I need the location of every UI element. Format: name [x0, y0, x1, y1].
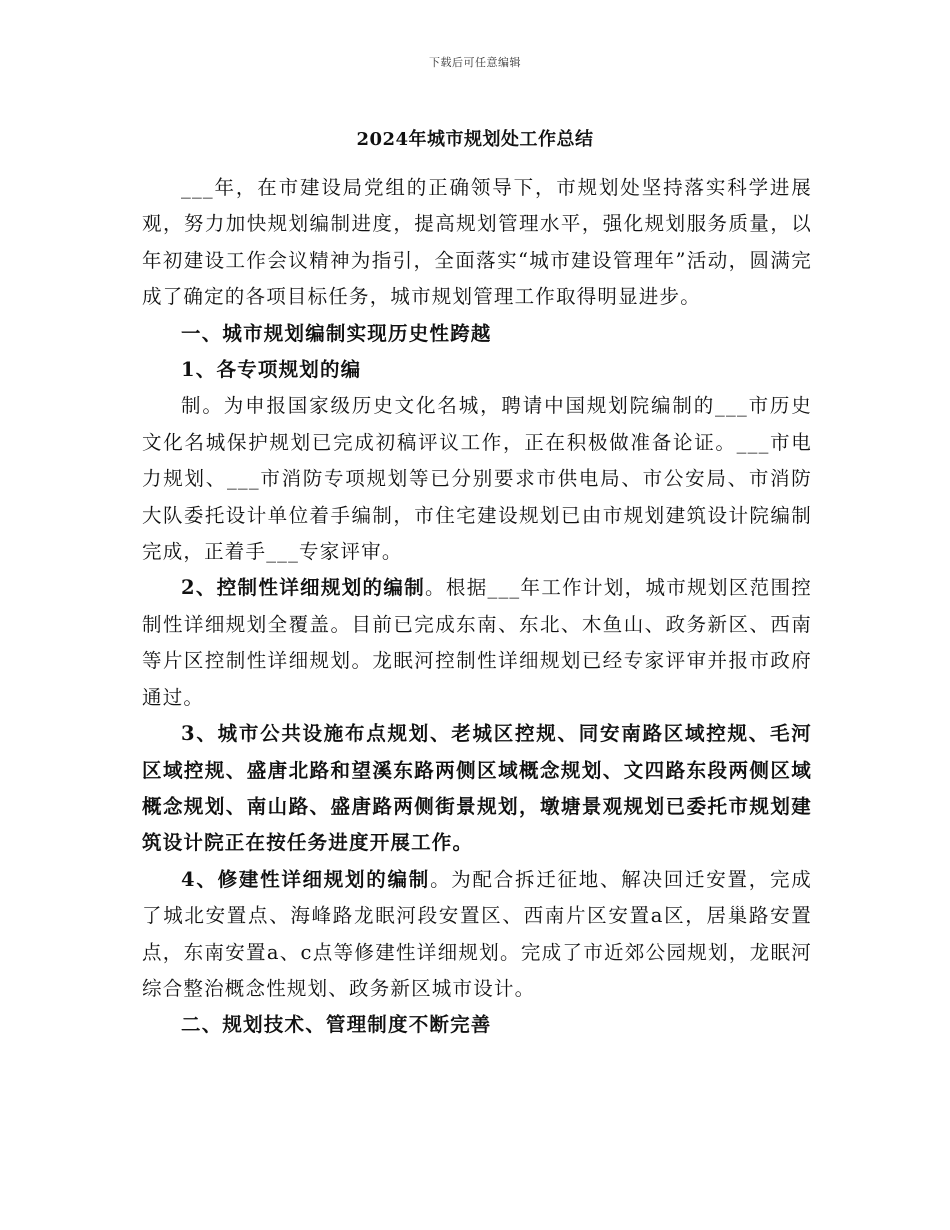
item-4-paragraph: [142, 862, 812, 1008]
item-2-title: 2、控制性详细规划的编制: [181, 576, 426, 600]
document-body: [142, 170, 812, 1044]
item-1-title: 1、各专项规划的编: [181, 358, 362, 382]
item-1-body: 制。为申报国家级历史文化名城，聘请中国规划院编制的___市历史文化名城保护规划已完成初稿评议工作，正在积极做准备论证。___市电力规划、___市消防专项规划等已分别要求市供电局、市公安局、市消防大队委托设计单位着手编制，市住宅建设规划已由市规划建筑设计院编制完成，正着手___专家评审。: [142, 394, 812, 564]
section-heading-1: 一、城市规划编制实现历史性跨越: [181, 321, 492, 345]
item-2-paragraph: [142, 570, 812, 716]
document-title: 2024年城市规划处工作总结: [356, 129, 594, 150]
item-3-paragraph: 3、城市公共设施布点规划、老城区控规、同安南路区域控规、毛河区域控规、盛唐北路和望溪东路两侧区域概念规划、文四路东段两侧区域概念规划、南山路、盛唐路两侧街景规划，墩塘景观规划已委托市规划建筑设计院正在按任务进度开展工作。: [142, 722, 812, 855]
section-heading-2: 二、规划技术、管理制度不断完善: [181, 1013, 492, 1037]
item-4-title: 4、修建性详细规划的编制: [181, 867, 431, 891]
item-4-body: 。为配合拆迁征地、解决回迁安置，完成了城北安置点、海峰路龙眠河段安置区、西南片区安置a区，居巢路安置点，东南安置a、c点等修建性详细规划。完成了市近郊公园规划，龙眠河综合整治概念性规划、政务新区城市设计。: [142, 867, 812, 1000]
header-note: 下载后可任意编辑: [429, 56, 521, 69]
intro-paragraph: ___年，在市建设局党组的正确领导下，市规划处坚持落实科学进展观，努力加快规划编制进度，提高规划管理水平，强化规划服务质量，以年初建设工作会议精神为指引，全面落实“城市建设管理年”活动，圆满完成了确定的各项目标任务，城市规划管理工作取得明显进步。: [142, 176, 812, 309]
item-2-body: 。根据___年工作计划，城市规划区范围控制性详细规划全覆盖。目前已完成东南、东北、木鱼山、政务新区、西南等片区控制性详细规划。龙眠河控制性详细规划已经专家评审并报市政府通过。: [142, 576, 812, 709]
